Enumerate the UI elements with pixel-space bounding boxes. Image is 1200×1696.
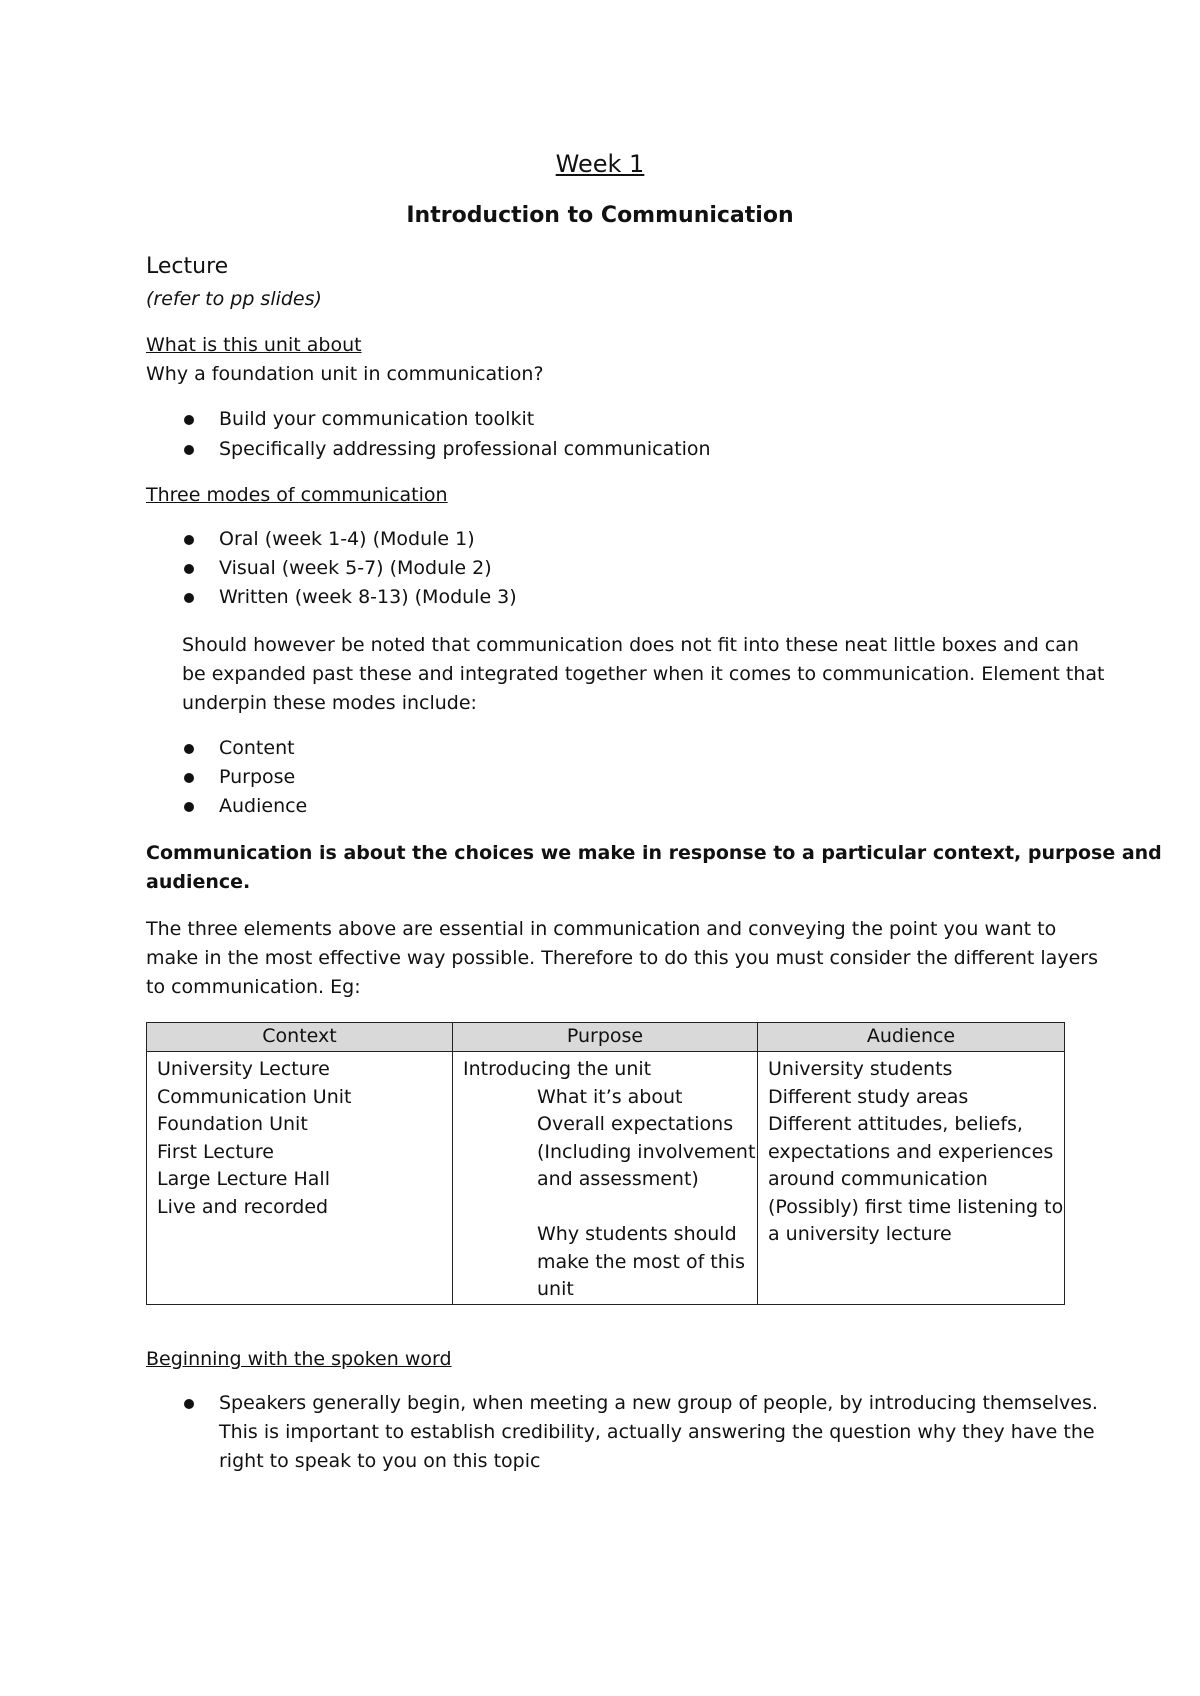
list-item-line: This is important to establish credibility, actually answering the question why they have the bbox=[219, 1421, 1095, 1443]
list-item: Build your communication toolkit bbox=[219, 408, 535, 430]
bullet-icon bbox=[184, 1399, 194, 1409]
paragraph-line: The three elements above are essential in communication and conveying the point you want to bbox=[146, 918, 1057, 940]
cell-line: Large Lecture Hall bbox=[157, 1168, 330, 1190]
list-item: Specifically addressing professional communication bbox=[219, 438, 711, 460]
bullet-icon bbox=[184, 593, 194, 603]
bold-statement-line: audience. bbox=[146, 871, 251, 893]
paragraph-line: Should however be noted that communication does not fit into these neat little boxes and can bbox=[182, 634, 1079, 656]
bold-statement-line: Communication is about the choices we make in response to a particular context, purpose and bbox=[146, 842, 1162, 864]
section-heading-modes: Three modes of communication bbox=[146, 484, 448, 506]
cell-line: First Lecture bbox=[157, 1140, 274, 1163]
cell-line: Different study areas bbox=[768, 1085, 969, 1108]
cell-line: Different attitudes, beliefs, bbox=[768, 1113, 1023, 1135]
cell-line: University students bbox=[768, 1058, 953, 1080]
cell-line: Live and recorded bbox=[157, 1195, 329, 1218]
unit-question: Why a foundation unit in communication? bbox=[146, 363, 544, 385]
cell-line: Foundation Unit bbox=[157, 1113, 308, 1135]
bullet-icon bbox=[184, 744, 194, 754]
cell-line bbox=[463, 1194, 749, 1222]
context-cell bbox=[147, 1052, 453, 1305]
cell-line: Communication Unit bbox=[157, 1085, 352, 1108]
paragraph-line: make in the most effective way possible. Therefore to do this you must consider the different layers bbox=[146, 947, 1098, 969]
cell-line: a university lecture bbox=[768, 1223, 952, 1245]
list-item: Written (week 8-13) (Module 3) bbox=[219, 586, 517, 608]
cell-line: Overall expectations bbox=[537, 1113, 734, 1135]
bullet-icon bbox=[184, 773, 194, 783]
purpose-cell bbox=[453, 1052, 758, 1305]
audience-cell bbox=[758, 1052, 1065, 1305]
page-title: Week 1 bbox=[555, 150, 645, 178]
lecture-note: (refer to pp slides) bbox=[146, 288, 322, 310]
list-item-line: Speakers generally begin, when meeting a new group of people, by introducing themselves. bbox=[219, 1392, 1098, 1414]
list-item: Visual (week 5-7) (Module 2) bbox=[219, 557, 492, 579]
section-heading-spoken: Beginning with the spoken word bbox=[146, 1348, 452, 1370]
paragraph-line: underpin these modes include: bbox=[182, 692, 477, 714]
bullet-icon bbox=[184, 802, 194, 812]
table-row bbox=[147, 1052, 1065, 1305]
column-header-context: Context bbox=[147, 1023, 453, 1052]
bullet-icon bbox=[184, 564, 194, 574]
list-item: Audience bbox=[219, 795, 308, 817]
list-item: Oral (week 1-4) (Module 1) bbox=[219, 528, 475, 550]
cell-line: University Lecture bbox=[157, 1058, 330, 1080]
bullet-icon bbox=[184, 445, 194, 455]
bullet-icon bbox=[184, 415, 194, 425]
cell-line: unit bbox=[537, 1278, 574, 1300]
page-subtitle: Introduction to Communication bbox=[406, 203, 794, 228]
paragraph-line: be expanded past these and integrated together when it comes to communication. Element that bbox=[182, 663, 1105, 685]
list-item-line: right to speak to you on this topic bbox=[219, 1450, 541, 1472]
cell-line: (Possibly) first time listening to bbox=[768, 1195, 1064, 1218]
paragraph-line: to communication. Eg: bbox=[146, 976, 361, 998]
cell-line: expectations and experiences bbox=[768, 1140, 1054, 1163]
cell-line: make the most of this bbox=[537, 1250, 745, 1273]
lecture-heading: Lecture bbox=[146, 254, 229, 279]
column-header-audience: Audience bbox=[758, 1023, 1065, 1052]
cell-line: (Including involvement bbox=[537, 1140, 756, 1163]
cell-line: around communication bbox=[768, 1168, 988, 1190]
cell-line: Why students should bbox=[537, 1223, 737, 1245]
list-item: Content bbox=[219, 737, 295, 759]
cell-line: Introducing the unit bbox=[463, 1058, 652, 1080]
column-header-purpose: Purpose bbox=[453, 1023, 758, 1052]
section-heading-unit: What is this unit about bbox=[146, 334, 362, 356]
cell-line: and assessment) bbox=[537, 1168, 699, 1190]
table-header-row bbox=[147, 1023, 1065, 1052]
cell-line: What it’s about bbox=[537, 1085, 683, 1108]
bullet-icon bbox=[184, 535, 194, 545]
context-purpose-audience-table bbox=[146, 1022, 1065, 1305]
list-item: Purpose bbox=[219, 766, 296, 788]
